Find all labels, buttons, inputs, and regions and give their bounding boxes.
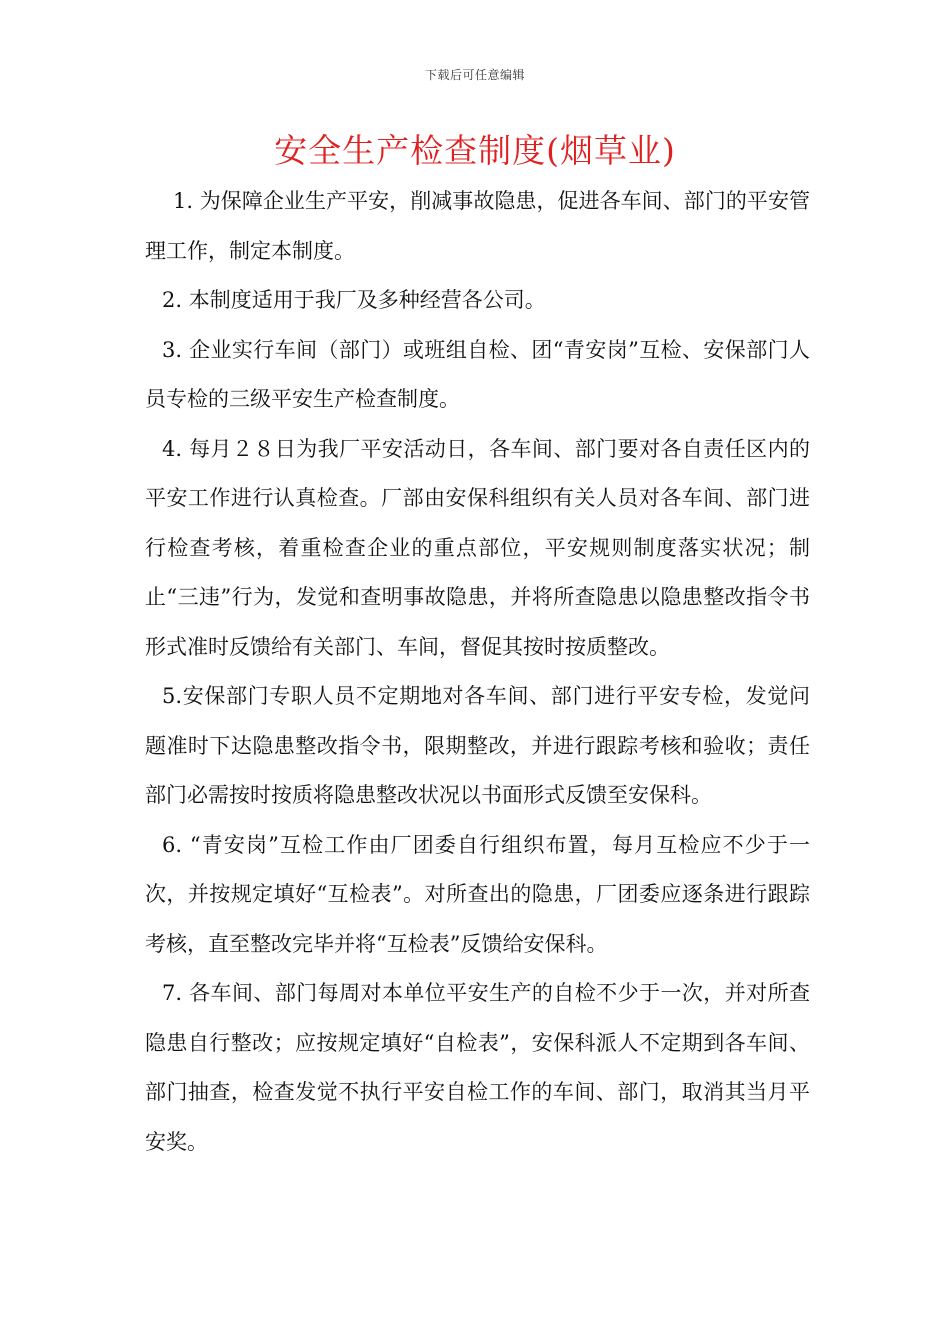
paragraph-4: 4. 每月２８日为我厂平安活动日，各车间、部门要对各自责任区内的平安工作进行认真检查。厂部由安保科组织有关人员对各车间、部门进行检查考核，着重检查企业的重点部位，平安规则制度落实状况；制止“三违”行为，发觉和查明事故隐患，并将所查隐患以隐患整改指令书形式准时反馈给有关部门、车间，督促其按时按质整改。 [145,436,810,659]
paragraph-2: 2. 本制度适用于我厂及多种经营各公司。 [162,288,546,312]
paragraph-1: 1. 为保障企业生产平安，削减事故隐患，促进各车间、部门的平安管理工作，制定本制度。 [145,189,810,263]
paragraph-6: 6. “青安岗”互检工作由厂团委自行组织布置，每月互检应不少于一次，并按规定填好“互检表”。对所查出的隐患，厂团委应逐条进行跟踪考核，直至整改完毕并将“互检表”反馈给安保科。 [145,832,810,956]
paragraph-5: 5.安保部门专职人员不定期地对各车间、部门进行平安专检，发觉问题准时下达隐患整改指令书，限期整改，并进行跟踪考核和验收；责任部门必需按时按质将隐患整改状况以书面形式反馈至安保科。 [145,684,810,807]
paragraph-3: 3. 企业实行车间（部门）或班组自检、团“青安岗”互检、安保部门人员专检的三级平安生产检查制度。 [145,337,810,411]
header-note: 下载后可任意编辑 [424,68,525,82]
document-title: 安全生产检查制度(烟草业) [274,131,676,170]
document-body [145,177,810,1167]
paragraph-7: 7. 各车间、部门每周对本单位平安生产的自检不少于一次，并对所查隐患自行整改；应按规定填好“自检表”，安保科派人不定期到各车间、部门抽查，检查发觉不执行平安自检工作的车间、部门，取消其当月平安奖。 [145,981,810,1154]
